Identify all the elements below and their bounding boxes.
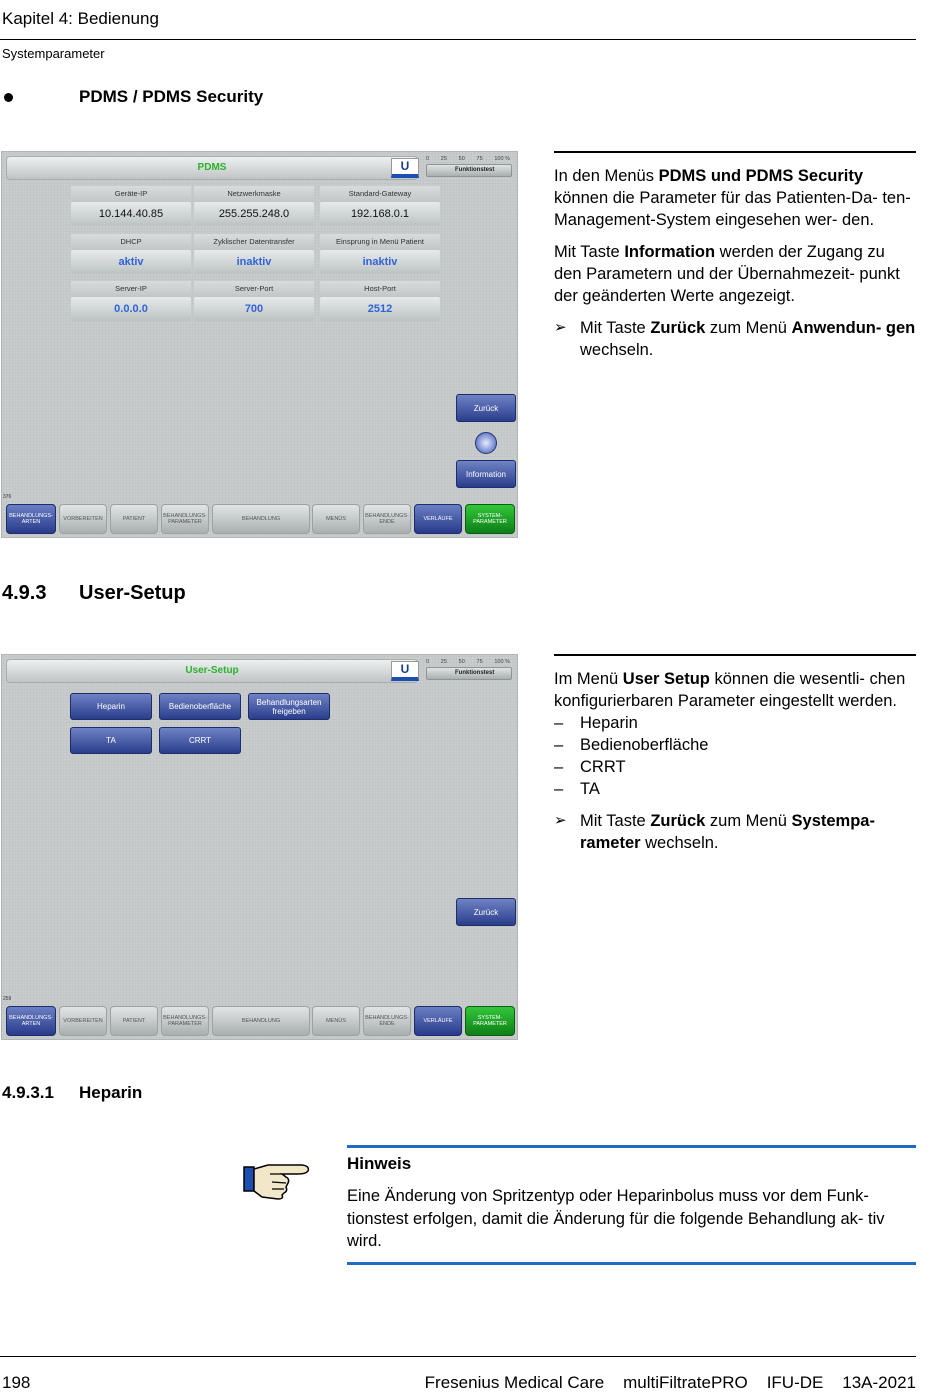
- param-label: Geräte-IP: [71, 186, 191, 202]
- param-cell: [320, 186, 440, 230]
- subsection-title: Heparin: [79, 1083, 143, 1102]
- information-button[interactable]: Information: [456, 460, 516, 488]
- counter-label: 376: [3, 494, 12, 500]
- note-top-rule: [347, 1145, 916, 1148]
- nav-tab[interactable]: BEHANDLUNG: [212, 504, 310, 534]
- section-number: 4.9.3: [2, 582, 47, 604]
- progress-tick: 50: [458, 659, 465, 665]
- function-test-progress: [426, 156, 512, 180]
- list-item: – Bedienoberfläche: [554, 736, 709, 754]
- pdms-paragraph-2: Mit Taste Information werden der Zugang zu den Parametern und der Übernahmezeit- punkt der geänderten Werte angezeigt.: [554, 243, 900, 305]
- crrt-button[interactable]: CRRT: [159, 727, 241, 754]
- param-label: Server-Port: [194, 281, 314, 297]
- progress-label: Funktionstest: [455, 167, 495, 173]
- user-setup-action: ➢ Mit Taste Zurück zum Menü Systempa- rameter wechseln.: [554, 812, 875, 852]
- param-label: Host-Port: [320, 281, 440, 297]
- pdms-description: [554, 151, 916, 361]
- screen-title: User-Setup: [185, 665, 239, 676]
- pointing-hand-icon: [242, 1157, 314, 1205]
- param-label: Standard-Gateway: [320, 186, 440, 202]
- param-cell: [320, 234, 440, 278]
- bedienoberflaeche-button[interactable]: Bedienoberfläche: [159, 693, 241, 720]
- list-item: – Heparin: [554, 714, 638, 732]
- back-button[interactable]: Zurück: [456, 394, 516, 422]
- user-setup-description: [554, 654, 916, 854]
- progress-tick: 25: [440, 659, 447, 665]
- pdms-heading: PDMS / PDMS Security: [79, 87, 264, 106]
- param-cell: [194, 186, 314, 230]
- nav-tab[interactable]: VERLÄUFE: [414, 1006, 462, 1036]
- list-item: – CRRT: [554, 758, 626, 776]
- param-label: Einsprung in Menü Patient: [320, 234, 440, 250]
- back-button[interactable]: Zurück: [456, 898, 516, 926]
- pdms-paragraph-1: In den Menüs PDMS und PDMS Security können die Parameter für das Patienten-Da- ten-Management-System eingesehen wer- den.: [554, 167, 911, 229]
- nav-tab[interactable]: VORBEREITEN: [59, 1006, 107, 1036]
- screen-title-bar: [6, 659, 418, 683]
- arrow-icon: ➢: [554, 319, 567, 336]
- param-label: Netzwerkmaske: [194, 186, 314, 202]
- param-value: 700: [194, 297, 314, 321]
- ta-button[interactable]: TA: [70, 727, 152, 754]
- header-rule: [0, 39, 916, 40]
- progress-tick: 0: [426, 659, 430, 665]
- param-value: 10.144.40.85: [71, 202, 191, 226]
- nav-tab[interactable]: BEHANDLUNGS- ARTEN: [6, 1006, 56, 1036]
- pdms-screenshot: [1, 151, 518, 538]
- bullet-icon: [4, 93, 13, 102]
- heparin-button[interactable]: Heparin: [70, 693, 152, 720]
- nav-tab[interactable]: SYSTEM- PARAMETER: [465, 504, 515, 534]
- footer-info: Fresenius Medical Care multiFiltratePRO IFU-DE 13A-2021: [424, 1373, 916, 1392]
- note-bottom-rule: [347, 1262, 916, 1265]
- nav-tab[interactable]: BEHANDLUNGS- ARTEN: [6, 504, 56, 534]
- progress-tick: 75: [476, 659, 483, 665]
- progress-tick: 25: [440, 156, 447, 162]
- param-value: aktiv: [71, 250, 191, 274]
- pdms-action: ➢ Mit Taste Zurück zum Menü Anwendun- gen wechseln.: [554, 319, 916, 359]
- nav-tab[interactable]: VORBEREITEN: [59, 504, 107, 534]
- screen-title: PDMS: [197, 162, 227, 173]
- nav-tab[interactable]: BEHANDLUNGS- ENDE: [363, 504, 411, 534]
- param-cell: [71, 186, 191, 230]
- u-logo-icon: U: [391, 661, 419, 681]
- param-label: Zyklischer Datentransfer: [194, 234, 314, 250]
- page-number: 198: [2, 1373, 31, 1392]
- param-cell: [71, 281, 191, 325]
- nav-tab[interactable]: BEHANDLUNGS- PARAMETER: [161, 504, 209, 534]
- param-label: DHCP: [71, 234, 191, 250]
- subsection-number: 4.9.3.1: [2, 1083, 54, 1102]
- param-value: inaktiv: [194, 250, 314, 274]
- u-logo-icon: U: [391, 158, 419, 178]
- progress-tick: 75: [476, 156, 483, 162]
- section-title: User-Setup: [79, 582, 186, 604]
- param-value: 192.168.0.1: [320, 202, 440, 226]
- nav-tab[interactable]: PATIENT: [110, 504, 158, 534]
- chapter-header: Kapitel 4: Bedienung: [2, 9, 159, 28]
- nav-tab[interactable]: BEHANDLUNGS- PARAMETER: [161, 1006, 209, 1036]
- progress-tick: 50: [458, 156, 465, 162]
- progress-tick: 0: [426, 156, 430, 162]
- param-value: 0.0.0.0: [71, 297, 191, 321]
- user-setup-paragraph: Im Menü User Setup können die wesentli- chen konfigurierbaren Parameter eingestellt werden.: [554, 670, 906, 710]
- arrow-icon: ➢: [554, 812, 567, 829]
- param-value: 2512: [320, 297, 440, 321]
- param-cell: [71, 234, 191, 278]
- list-item: – TA: [554, 780, 600, 798]
- behandlungsarten-button[interactable]: Behandlungsarten freigeben: [248, 693, 330, 720]
- nav-tab[interactable]: BEHANDLUNGS- ENDE: [363, 1006, 411, 1036]
- nav-tab[interactable]: BEHANDLUNG: [212, 1006, 310, 1036]
- nav-tab[interactable]: VERLÄUFE: [414, 504, 462, 534]
- nav-tab[interactable]: PATIENT: [110, 1006, 158, 1036]
- user-setup-screenshot: [1, 654, 518, 1040]
- param-cell: [320, 281, 440, 325]
- param-cell: [194, 234, 314, 278]
- nav-bar: [2, 497, 517, 537]
- counter-label: 259: [3, 996, 12, 1002]
- progress-tick: 100 %: [494, 659, 510, 665]
- section-header: Systemparameter: [2, 46, 105, 61]
- param-label: Server-IP: [71, 281, 191, 297]
- nav-tab[interactable]: SYSTEM- PARAMETER: [465, 1006, 515, 1036]
- function-test-progress: [426, 659, 512, 683]
- nav-bar: [2, 999, 517, 1039]
- param-cell: [194, 281, 314, 325]
- footer-rule: [0, 1356, 916, 1357]
- nav-tab[interactable]: MENÜS: [312, 504, 360, 534]
- info-icon[interactable]: [475, 432, 497, 454]
- nav-tab[interactable]: MENÜS: [312, 1006, 360, 1036]
- screen-title-bar: [6, 156, 418, 180]
- progress-tick: 100 %: [494, 156, 510, 162]
- note-title: Hinweis: [347, 1154, 412, 1173]
- progress-label: Funktionstest: [455, 670, 495, 676]
- user-setup-list: [554, 712, 916, 800]
- param-value: inaktiv: [320, 250, 440, 274]
- note-text: Eine Änderung von Spritzentyp oder Heparinbolus muss vor dem Funk- tionstest erfolgen, damit die Änderung für die folgende Behandlung ak- tiv wird.: [347, 1187, 885, 1250]
- param-value: 255.255.248.0: [194, 202, 314, 226]
